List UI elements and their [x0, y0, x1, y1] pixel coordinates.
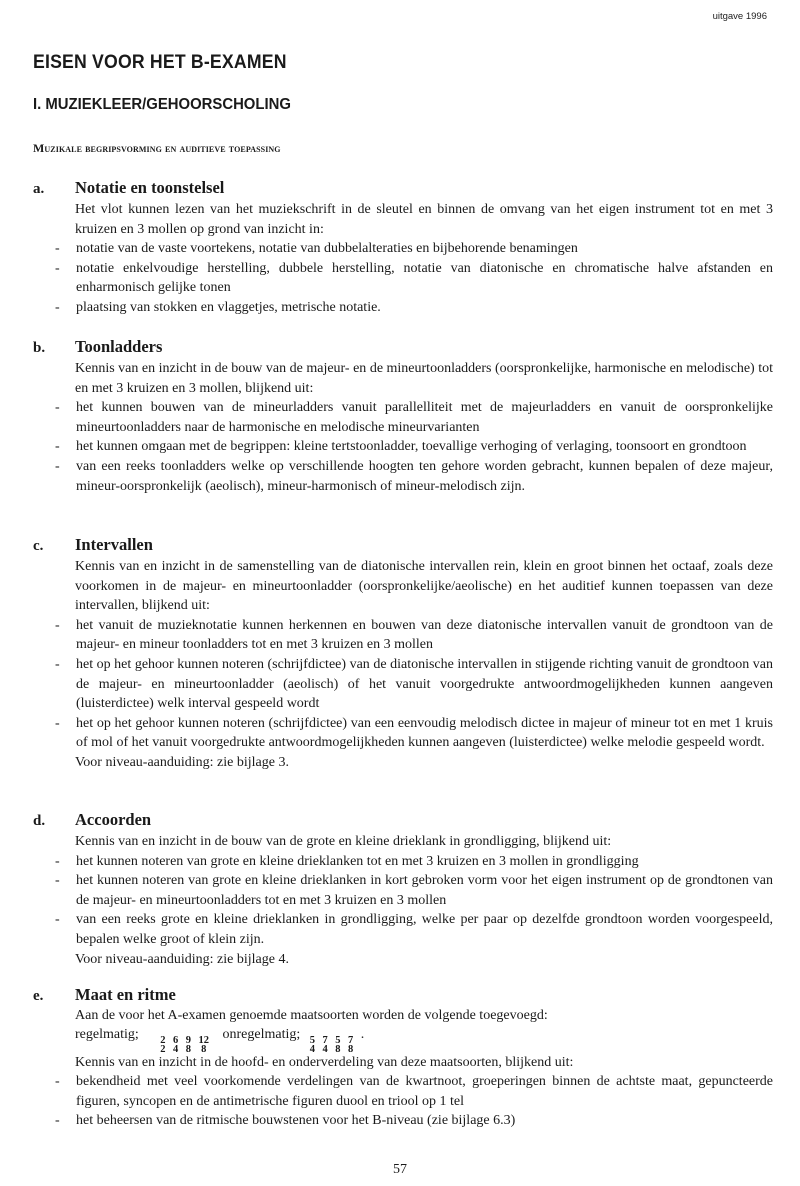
section-letter: b.	[33, 340, 46, 356]
section-letter: c.	[33, 538, 44, 554]
section-title: Intervallen	[75, 535, 153, 554]
section-letter: a.	[33, 181, 45, 197]
list-item: - van een reeks toonladders welke op verschillende hoogten ten gehore worden gebracht, kunnen bepalen of deze majeur, mineur-oorspronkelijk (aeolisch), mineur-harmonisch of mineur-melodisch zijn.	[55, 458, 773, 494]
section-title: Toonladders	[75, 337, 163, 356]
time-signatures-line: regelmatig; 2 2 6 4 9 8 12 8 onregelmatig; 5 4 7 4 5 8 7 8 .	[75, 1026, 365, 1055]
list-item: - notatie van de vaste voortekens, notatie van dubbelalteraties en bijbehorende benamingen	[55, 241, 578, 257]
list-item: - het op het gehoor kunnen noteren (schrijfdictee) van een eenvoudig melodisch dictee in majeur of mineur tot en met 1 kruis of mol of het vanuit voorgedrukte antwoordmogelijkheden kunnen aangeven (luisterdictee) welke melodie gespeeld wordt.	[55, 715, 773, 751]
section-e	[33, 985, 773, 1131]
list-item: - het vanuit de muzieknotatie kunnen herkennen en bouwen van deze diatonische intervallen vanuit de grondtoon van de majeur- en mineur toonladders tot en met 3 kruizen en 3 mollen	[55, 617, 773, 653]
regular-time-signatures	[158, 1027, 214, 1055]
list-item: - het kunnen bouwen van de mineurladders vanuit parallelliteit met de majeurladders en vanuit de oorspronkelijke mineurtoonladders naar de harmonische en melodische mineurvarianten	[55, 400, 773, 435]
section-intro: Aan de voor het A-examen genoemde maatsoorten worden de volgende toegevoegd:	[75, 1008, 548, 1023]
list-item: - het kunnen noteren van grote en kleine drieklanken in kort gebroken vorm voor het eigen instrument op de grondtonen van de majeur- en mineurtoonladders tot en met 3 kruizen en 3 mollen	[55, 873, 773, 908]
section-intro: Kennis van en inzicht in de bouw van de grote en kleine drieklank in grondligging, blijkend uit:	[75, 834, 612, 849]
section-d	[33, 810, 773, 969]
time-signature: 2 2	[160, 1034, 166, 1055]
list-item: - het kunnen omgaan met de begrippen: kleine tertstoonladder, toevallige verhoging of verlaging, toonsoort en grondtoon	[55, 439, 747, 455]
edition-label: uitgave 1996	[712, 11, 767, 22]
list-item: - bekendheid met veel voorkomende verdelingen van de kwartnoot, groeperingen binnen de achtste maat, gepuncteerde figuren, syncopen en de antimetrische figuren duool en triool op 1 tel	[55, 1074, 773, 1109]
list-item: - het op het gehoor kunnen noteren (schrijfdictee) van de diatonische intervallen in stijgende richting vanuit de grondtoon van de majeur- en mineurtoonladder (aeolisch) of het vanuit voorgedrukte antwoordmogelijkheden kunnen aangeven (luisterdictee) welk interval gespeeld wordt	[55, 656, 773, 712]
section-note: Voor niveau-aanduiding: zie bijlage 3.	[75, 754, 289, 770]
list-item: - notatie enkelvoudige herstelling, dubbele herstelling, notatie van diatonische en chromatische halve afstanden en enharmonisch gelijke tonen	[55, 260, 773, 296]
list-item: - het kunnen noteren van grote en kleine drieklanken tot en met 3 kruizen en 3 mollen in grondligging	[55, 853, 639, 869]
section-title: Notatie en toonstelsel	[75, 178, 225, 197]
section-title: Maat en ritme	[75, 985, 176, 1004]
time-signature: 5 4	[309, 1034, 316, 1055]
irregular-label: onregelmatig;	[222, 1026, 301, 1042]
page-number: 57	[393, 1162, 407, 1177]
time-signature: 7 4	[322, 1034, 328, 1055]
page-title: EISEN VOOR HET B-EXAMEN	[33, 52, 287, 73]
section-b	[33, 337, 773, 496]
section-a	[33, 178, 773, 318]
time-signature: 5 8	[335, 1034, 341, 1055]
section-letter: e.	[33, 988, 44, 1004]
time-signature: 6 4	[173, 1034, 179, 1055]
section-title: Accoorden	[75, 810, 152, 829]
section-intro-2: Kennis van en inzicht in de hoofd- en onderverdeling van deze maatsoorten, blijkend uit:	[75, 1054, 574, 1070]
time-signature: 12 8	[198, 1034, 210, 1055]
section-c	[33, 535, 773, 773]
section-intro: Kennis van en inzicht in de samenstelling van de diatonische intervallen rein, klein en groot binnen het octaaf, zoals deze voorkomen in de majeur- en mineurtoonladder (oorspronkelijke/aeolische) en het auditief kunnen toepassen van deze intervallen, blijkend uit:	[75, 559, 773, 614]
section-note: Voor niveau-aanduiding: zie bijlage 4.	[75, 951, 289, 967]
time-signature: 7 8	[348, 1034, 354, 1055]
irregular-time-signatures	[308, 1027, 359, 1055]
section-intro: Kennis van en inzicht in de bouw van de majeur- en de mineurtoonladders (oorspronkelijke, harmonische en melodische) tot en met 3 kruizen en 3 mollen, blijkend uit:	[75, 361, 773, 396]
time-signature: 9 8	[185, 1034, 192, 1055]
section-letter: d.	[33, 813, 46, 829]
section-intro: Het vlot kunnen lezen van het muziekschrift in de sleutel en binnen de omvang van het eigen instrument tot en met 3 kruizen en 3 mollen op grond van inzicht in:	[75, 202, 773, 237]
list-item: - het beheersen van de ritmische bouwstenen voor het B-niveau (zie bijlage 6.3)	[55, 1113, 516, 1129]
chapter-title: I. MUZIEKLEER/GEHOORSCHOLING	[33, 96, 291, 113]
regular-label: regelmatig;	[75, 1026, 139, 1042]
section-group-heading: Muzikale begripsvorming en auditieve toepassing	[33, 141, 281, 155]
list-item: - plaatsing van stokken en vlaggetjes, metrische notatie.	[55, 299, 381, 315]
list-item: - van een reeks grote en kleine drieklanken in grondligging, welke per paar op dezelfde grondtoon worden voorgespeeld, bepalen welke groot of klein zijn.	[55, 912, 773, 947]
